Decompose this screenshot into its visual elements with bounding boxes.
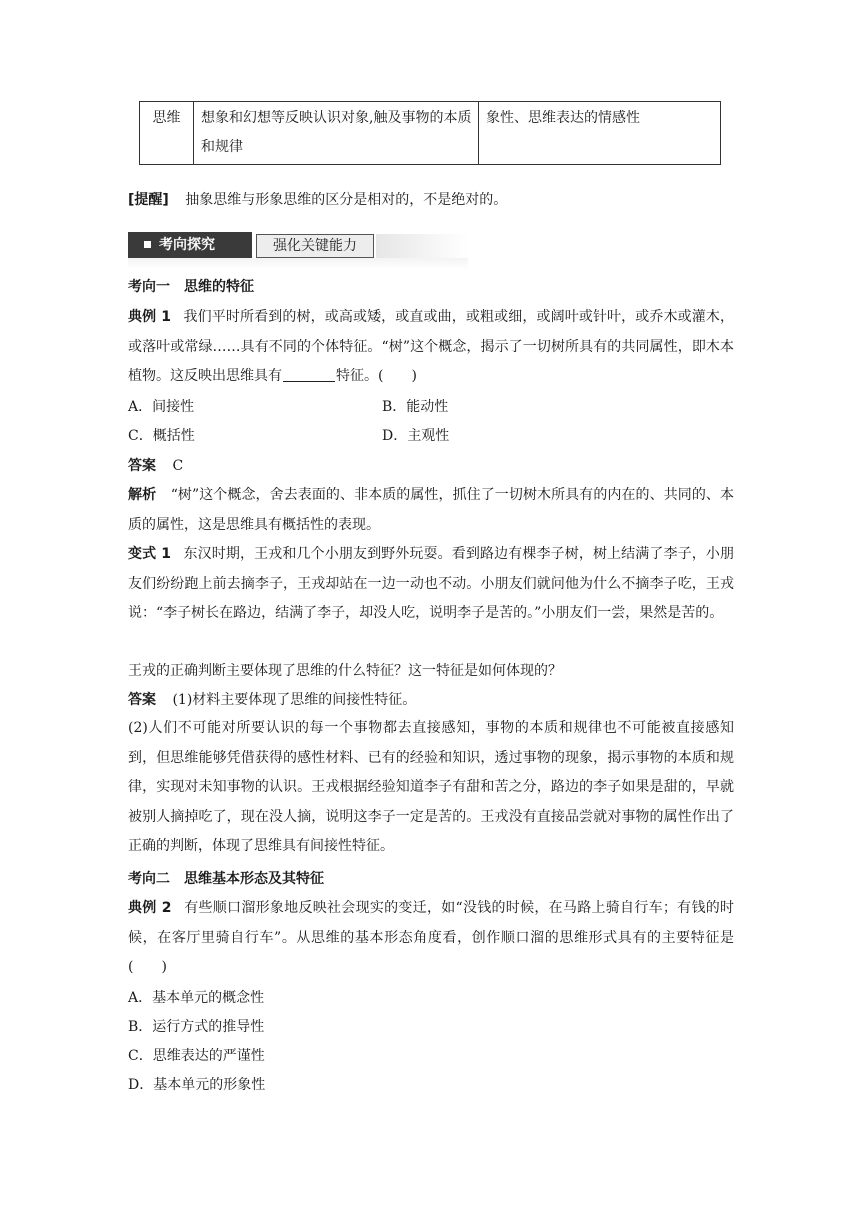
banner-fade — [376, 234, 468, 258]
answer-blank — [283, 367, 335, 382]
variant1-material — [128, 540, 734, 629]
analysis-label: 解析 — [128, 487, 157, 503]
tip-line — [128, 190, 507, 210]
example2-option-a: A．基本单元的概念性 — [128, 990, 265, 1006]
example1-answer — [128, 456, 183, 476]
example1-question — [128, 303, 734, 392]
banner-dark-label: 考向探究 — [159, 237, 215, 253]
example2-label: 典例 2 — [128, 900, 172, 916]
example1-option-c: C．概括性 — [128, 428, 195, 444]
example2-text: 有些顺口溜形象地反映社会现实的变迁，如“没钱的时候，在马路上骑自行车；有钱的时候，在客厅里骑自行车”。从思维的基本形态角度看，创作顺口溜的思维形式具有的主要特征是( ) — [128, 900, 735, 975]
variant1-answer-part1: (1)材料主要体现了思维的间接性特征。 — [172, 692, 417, 708]
square-icon — [144, 241, 151, 248]
table-row — [140, 102, 721, 165]
example2-question — [128, 894, 734, 983]
banner-dark-tab — [128, 232, 252, 258]
variant1-answer-part2: (2)人们不可能对所要认识的每一个事物都去直接感知，事物的本质和规律也不可能被直接感知到，但思维能够凭借获得的感性材料、已有的经验和知识，透过事物的现象，揭示事物的本质和规律，实现对未知事物的认识。王戎根据经验知道李子有甜和苦之分，路边的李子如果是甜的，早就被别人摘掉吃了，现在没人摘，说明这李子一定是苦的。王戎没有直接品尝就对事物的属性作出了正确的判断，体现了思维具有间接性特征。 — [128, 720, 734, 854]
variant1-label: 变式 1 — [128, 546, 171, 562]
tip-text: 抽象思维与形象思维的区分是相对的，不是绝对的。 — [185, 192, 508, 208]
table-cell-description: 想象和幻想等反映认识对象,触及事物的本质和规律 — [194, 102, 479, 165]
example1-analysis — [128, 481, 734, 540]
example1-option-a: A．间接性 — [128, 399, 195, 415]
table-cell-features: 象性、思维表达的情感性 — [479, 102, 721, 165]
example1-label: 典例 1 — [128, 309, 171, 325]
banner-shadow — [128, 258, 468, 270]
example1-text: 我们平时所看到的树，或高或矮，或直或曲，或粗或细，或阔叶或针叶，或乔木或灌木，或落叶或常绿……具有不同的个体特征。“树”这个概念，揭示了一切树所具有的共同属性，即木本植物。这反映出思维具有 — [128, 309, 734, 384]
comparison-table-fragment — [139, 101, 721, 165]
table-cell-type: 思维 — [140, 102, 194, 165]
variant1-text: 东汉时期，王戎和几个小朋友到野外玩耍。看到路边有棵李子树，树上结满了李子，小朋友们纷纷跑上前去摘李子，王戎却站在一边一动也不动。小朋友们就问他为什么不摘李子吃，王戎说：“李子树长在路边，结满了李子，却没人吃，说明李子是苦的。”小朋友们一尝，果然是苦的。 — [128, 546, 734, 621]
tip-label: [提醒] — [128, 192, 169, 208]
example2-option-c: C．思维表达的严谨性 — [128, 1048, 265, 1064]
section-heading-direction1: 考向一 思维的特征 — [128, 279, 254, 295]
variant1-answer-label: 答案 — [128, 692, 156, 708]
example2-option-d: D．基本单元的形象性 — [128, 1077, 266, 1093]
answer-label: 答案 — [128, 458, 156, 474]
example1-option-d: D．主观性 — [382, 428, 450, 444]
banner-light-label: 强化关键能力 — [256, 234, 374, 258]
example1-option-b: B．能动性 — [382, 399, 449, 415]
variant1-answer — [128, 690, 416, 710]
answer-value: C — [172, 458, 184, 474]
section-heading-direction2: 考向二 思维基本形态及其特征 — [128, 871, 324, 887]
variant1-question: 王戎的正确判断主要体现了思维的什么特征？这一特征是如何体现的？ — [128, 663, 562, 679]
analysis-text: “树”这个概念，舍去表面的、非本质的属性，抓住了一切树木所具有的内在的、共同的、本质的属性，这是思维具有概括性的表现。 — [128, 487, 735, 533]
section-banner — [128, 232, 468, 258]
example1-text-end: 特征。( ) — [336, 368, 417, 384]
example2-option-b: B．运行方式的推导性 — [128, 1019, 265, 1035]
